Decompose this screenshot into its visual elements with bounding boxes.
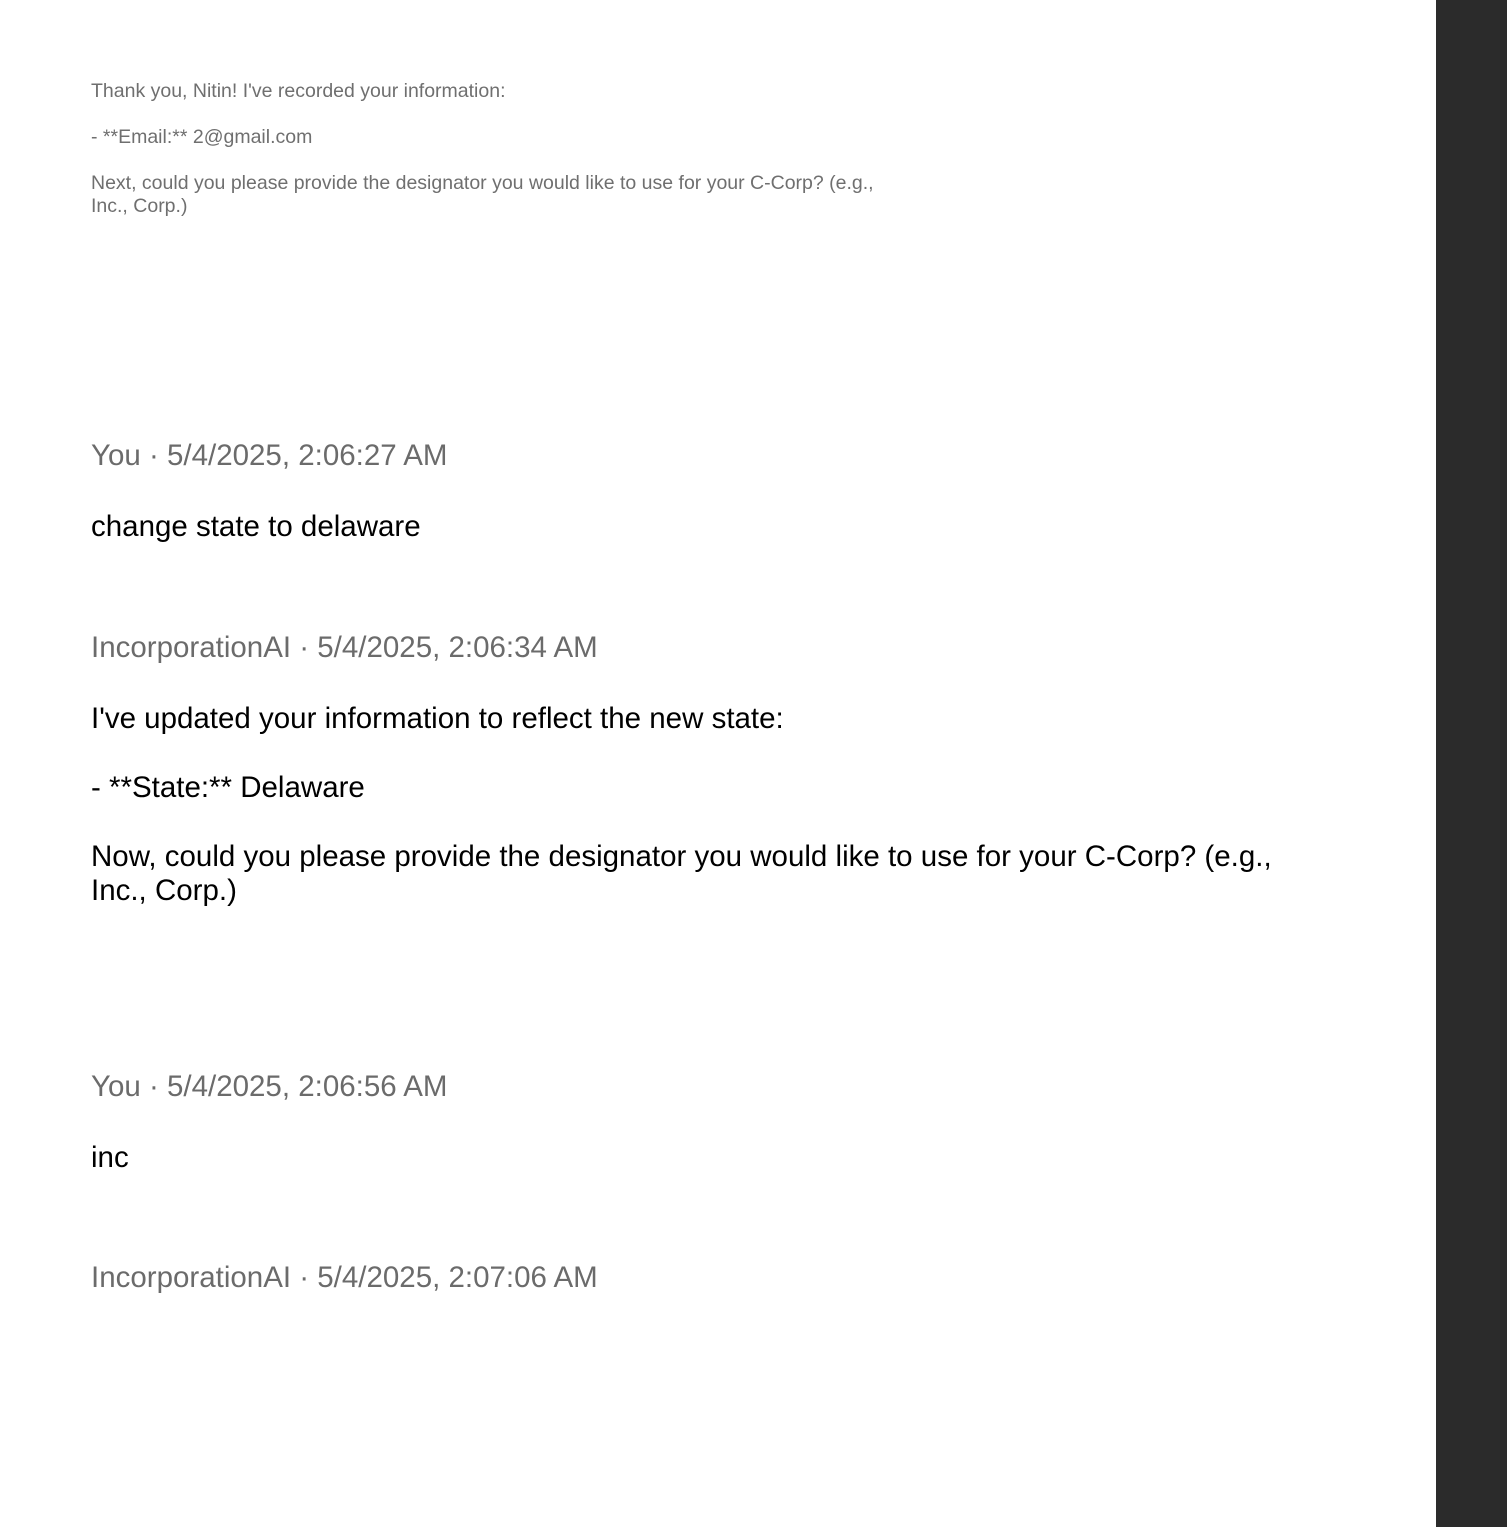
previous-message-line: Thank you, Nitin! I've recorded your information: [91, 80, 506, 102]
message-header: You · 5/4/2025, 2:06:27 AM [91, 439, 448, 472]
message-body: - **State:** Delaware [91, 771, 365, 804]
message-header: You · 5/4/2025, 2:06:56 AM [91, 1070, 448, 1103]
message-header: IncorporationAI · 5/4/2025, 2:07:06 AM [91, 1261, 598, 1294]
message-body: inc [91, 1141, 129, 1174]
message-body: Now, could you please provide the designator you would like to use for your C-Corp? (e.g., Inc., Corp.) [91, 840, 1272, 907]
previous-message-line: - **Email:** 2@gmail.com [91, 126, 313, 148]
scrollbar[interactable] [1436, 0, 1507, 1527]
message-body: I've updated your information to reflect the new state: [91, 702, 784, 735]
message-body: change state to delaware [91, 510, 421, 543]
previous-message-line: Next, could you please provide the designator you would like to use for your C-Corp? (e.g., Inc., Corp.) [91, 172, 874, 217]
message-header: IncorporationAI · 5/4/2025, 2:06:34 AM [91, 631, 598, 664]
